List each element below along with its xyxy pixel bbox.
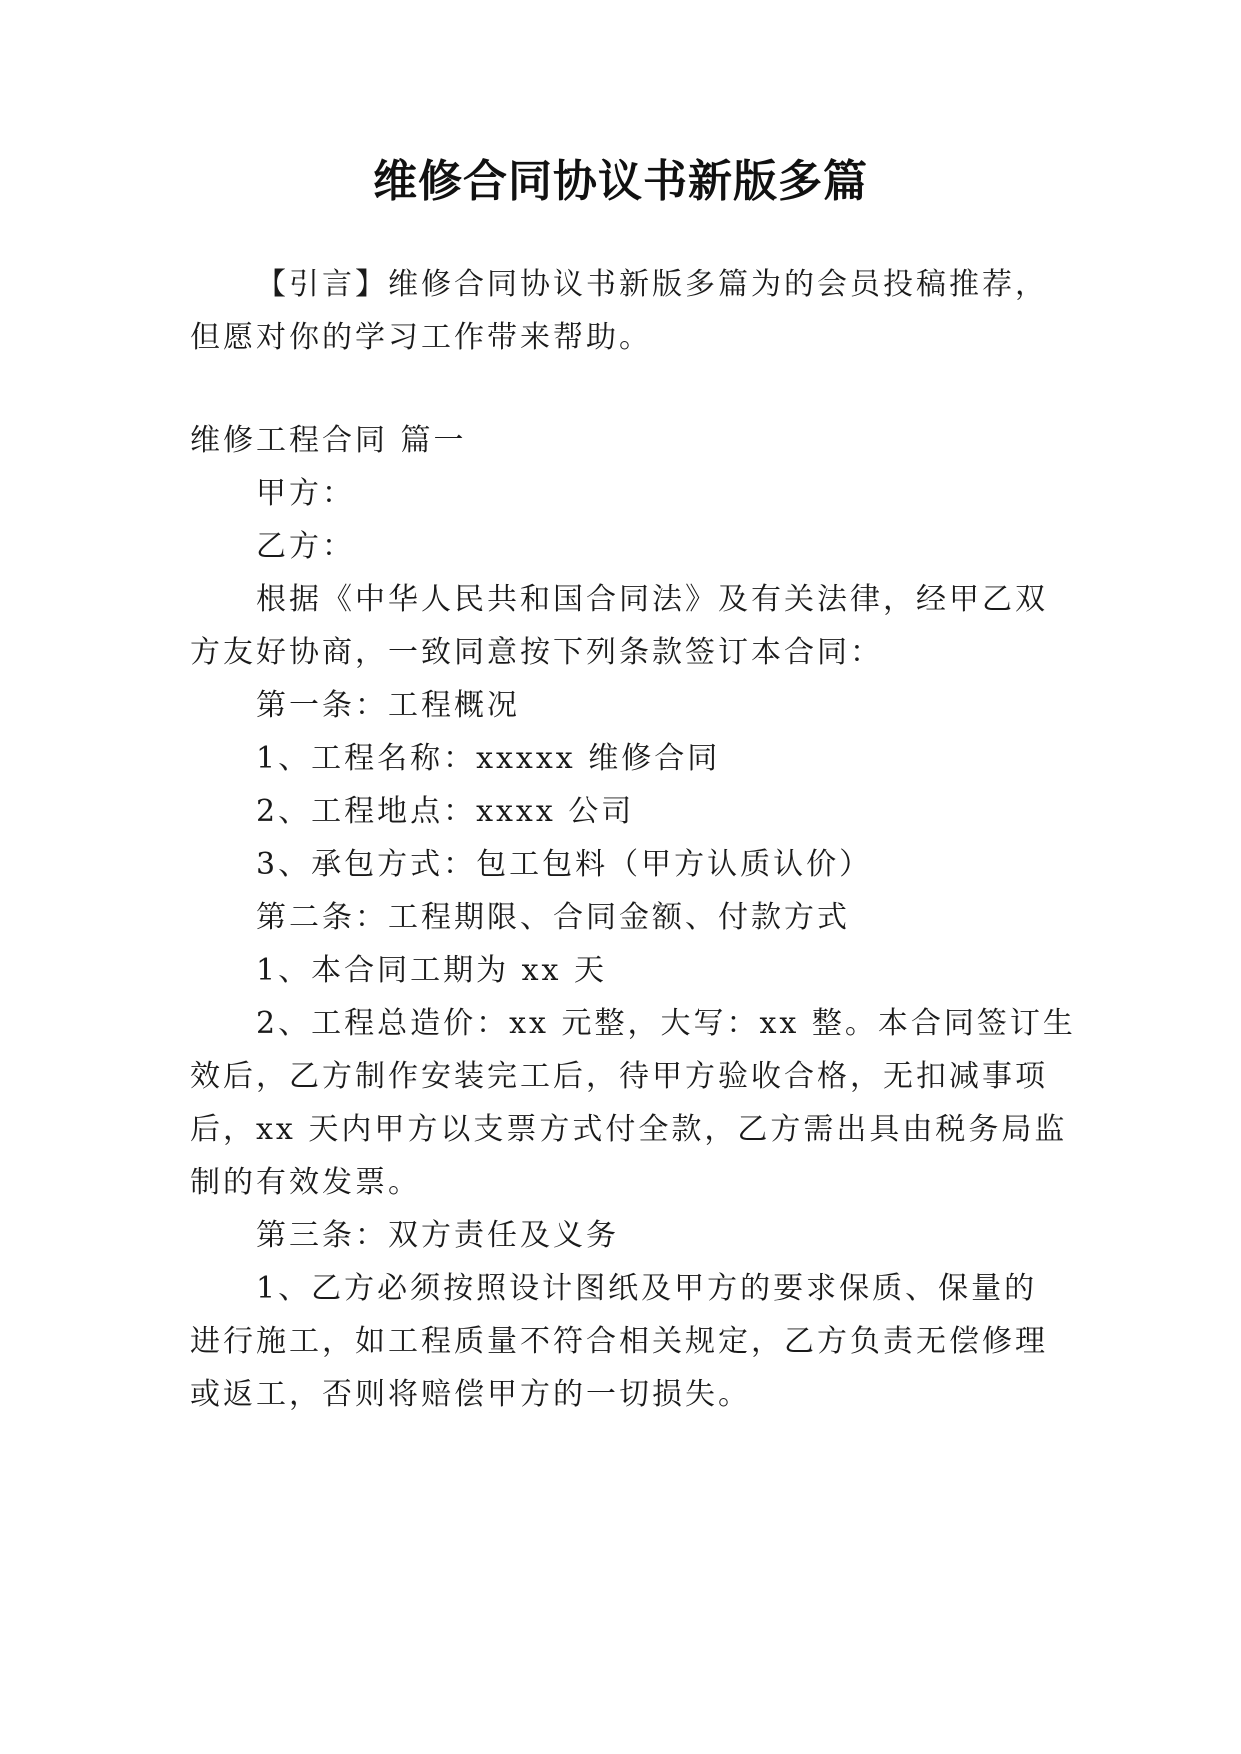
paragraph-line: 1、本合同工期为 xx 天 — [256, 953, 607, 988]
document-title: 维修合同协议书新版多篇 — [373, 156, 868, 207]
paragraph-line: 或返工，否则将赔偿甲方的一切损失。 — [190, 1377, 751, 1412]
paragraph-line: 乙方： — [256, 529, 355, 564]
paragraph-line: 进行施工，如工程质量不符合相关规定，乙方负责无偿修理 — [190, 1324, 1048, 1359]
paragraph-line: 制的有效发票。 — [190, 1165, 421, 1200]
paragraph-line: 2、工程地点：xxxx 公司 — [256, 794, 635, 829]
paragraph-line: 2、工程总造价：xx 元整，大写：xx 整。本合同签订生 — [256, 1006, 1076, 1041]
paragraph-line: 方友好协商，一致同意按下列条款签订本合同： — [190, 635, 883, 670]
paragraph-line: 后，xx 天内甲方以支票方式付全款，乙方需出具由税务局监 — [190, 1112, 1068, 1147]
paragraph-line: 第一条：工程概况 — [256, 688, 520, 723]
paragraph-line: 甲方： — [256, 476, 355, 511]
paragraph-line: 第三条：双方责任及义务 — [256, 1218, 619, 1253]
intro-line: 【引言】维修合同协议书新版多篇为的会员投稿推荐， — [256, 267, 1048, 302]
paragraph-line: 1、工程名称：xxxxx 维修合同 — [256, 741, 721, 776]
paragraph-line: 第二条：工程期限、合同金额、付款方式 — [256, 900, 850, 935]
paragraph-line: 1、乙方必须按照设计图纸及甲方的要求保质、保量的 — [256, 1271, 1038, 1306]
paragraph-line: 3、承包方式：包工包料（甲方认质认价） — [256, 847, 873, 882]
paragraph-line: 根据《中华人民共和国合同法》及有关法律，经甲乙双 — [256, 582, 1048, 617]
section-heading: 维修工程合同 篇一 — [190, 423, 467, 458]
paragraph-line: 效后，乙方制作安装完工后，待甲方验收合格，无扣减事项 — [190, 1059, 1048, 1094]
intro-line: 但愿对你的学习工作带来帮助。 — [190, 320, 652, 355]
